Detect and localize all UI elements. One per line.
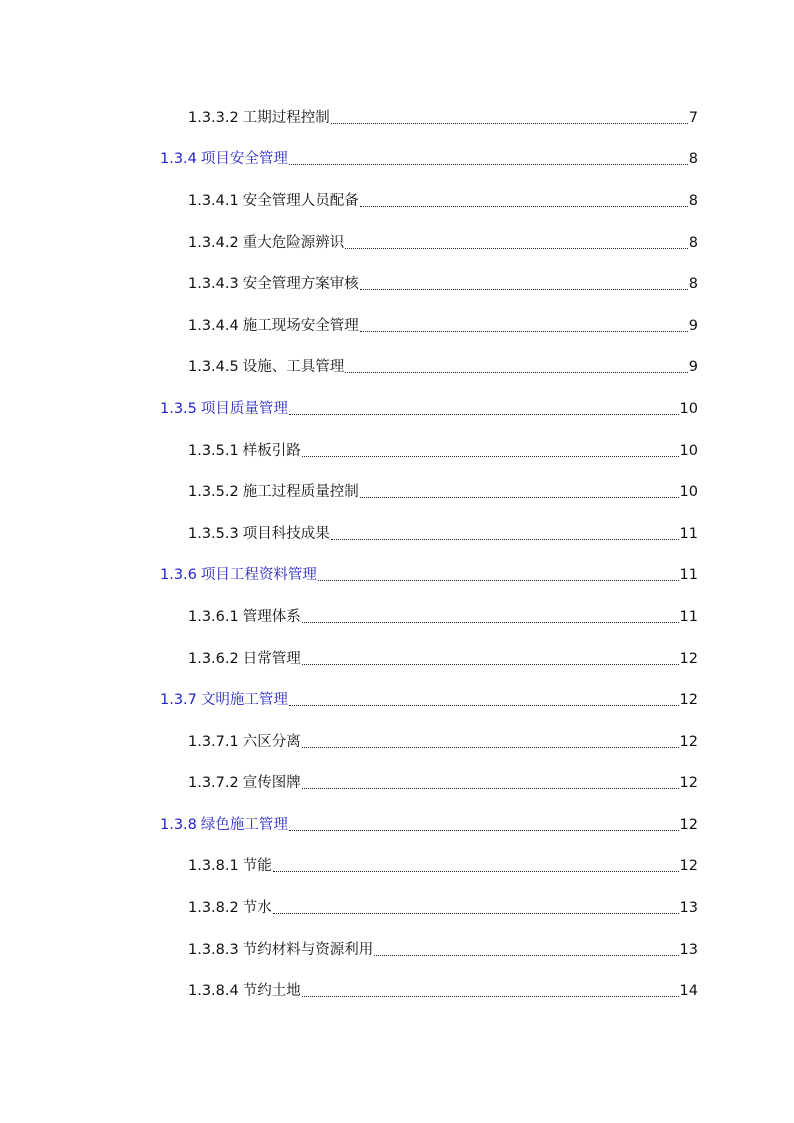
toc-entry-link[interactable] bbox=[188, 441, 698, 461]
toc-entry-number: 1.3.8.2 bbox=[188, 900, 239, 917]
dot-leader bbox=[345, 371, 688, 373]
dot-leader bbox=[331, 538, 679, 540]
toc-subsection-entry bbox=[0, 970, 794, 1012]
toc-entry-link[interactable] bbox=[188, 732, 698, 752]
toc-entry-number: 1.3.7.1 bbox=[188, 733, 239, 750]
toc-subsection-entry bbox=[0, 929, 794, 971]
table-of-contents bbox=[0, 97, 794, 1012]
toc-entry-link[interactable] bbox=[160, 690, 698, 710]
toc-entry-link[interactable] bbox=[188, 607, 698, 627]
toc-subsection-entry bbox=[0, 347, 794, 389]
toc-entry-page-number: 12 bbox=[679, 775, 698, 792]
toc-subsection-entry bbox=[0, 180, 794, 222]
dot-leader bbox=[302, 746, 679, 748]
toc-entry-link[interactable] bbox=[188, 316, 698, 336]
toc-entry-title: 项目工程资料管理 bbox=[200, 567, 317, 584]
toc-entry-number: 1.3.6 bbox=[160, 567, 197, 584]
dot-leader bbox=[360, 288, 688, 290]
toc-entry-number: 1.3.5.1 bbox=[188, 442, 239, 459]
dot-leader bbox=[273, 870, 679, 872]
toc-entry-title: 重大危险源辨识 bbox=[242, 234, 345, 251]
toc-entry-title: 工期过程控制 bbox=[242, 109, 330, 126]
toc-entry-link[interactable] bbox=[160, 565, 698, 585]
toc-entry-page-number: 12 bbox=[679, 692, 698, 709]
toc-entry-title: 项目科技成果 bbox=[242, 525, 330, 542]
toc-entry-title: 管理体系 bbox=[242, 608, 301, 625]
toc-entry-link[interactable] bbox=[188, 981, 698, 1001]
toc-entry-page-number: 13 bbox=[679, 900, 698, 917]
toc-entry-number: 1.3.8.3 bbox=[188, 941, 239, 958]
toc-entry-title: 宣传图牌 bbox=[242, 775, 301, 792]
toc-entry-title: 节约材料与资源利用 bbox=[242, 941, 374, 958]
toc-entry-title: 六区分离 bbox=[242, 733, 301, 750]
toc-subsection-entry bbox=[0, 846, 794, 888]
dot-leader bbox=[360, 205, 688, 207]
toc-subsection-entry bbox=[0, 263, 794, 305]
toc-entry-number: 1.3.5 bbox=[160, 400, 197, 417]
toc-entry-link[interactable] bbox=[160, 399, 698, 419]
toc-entry-link[interactable] bbox=[188, 856, 698, 876]
toc-entry-page-number: 8 bbox=[688, 192, 698, 209]
dot-leader bbox=[302, 995, 679, 997]
toc-entry-page-number: 11 bbox=[679, 608, 698, 625]
toc-entry-title: 节约土地 bbox=[242, 983, 301, 1000]
toc-entry-link[interactable] bbox=[160, 149, 698, 169]
toc-subsection-entry bbox=[0, 763, 794, 805]
toc-entry-title: 项目质量管理 bbox=[200, 400, 288, 417]
toc-entry-page-number: 11 bbox=[679, 567, 698, 584]
toc-entry-link[interactable] bbox=[188, 524, 698, 544]
toc-entry-link[interactable] bbox=[188, 108, 698, 128]
toc-subsection-entry bbox=[0, 430, 794, 472]
toc-entry-number: 1.3.4.1 bbox=[188, 192, 239, 209]
toc-section-entry bbox=[0, 804, 794, 846]
toc-entry-number: 1.3.4.5 bbox=[188, 359, 239, 376]
toc-entry-number: 1.3.4 bbox=[160, 151, 197, 168]
toc-entry-number: 1.3.6.2 bbox=[188, 650, 239, 667]
toc-entry-page-number: 10 bbox=[679, 400, 698, 417]
toc-entry-page-number: 12 bbox=[679, 650, 698, 667]
toc-section-entry bbox=[0, 139, 794, 181]
toc-entry-number: 1.3.5.2 bbox=[188, 484, 239, 501]
toc-entry-title: 节能 bbox=[242, 858, 272, 875]
dot-leader bbox=[302, 663, 679, 665]
toc-entry-title: 施工现场安全管理 bbox=[242, 317, 359, 334]
toc-entry-number: 1.3.7.2 bbox=[188, 775, 239, 792]
dot-leader bbox=[302, 455, 679, 457]
toc-entry-number: 1.3.8.4 bbox=[188, 983, 239, 1000]
toc-entry-link[interactable] bbox=[188, 649, 698, 669]
toc-entry-title: 安全管理人员配备 bbox=[242, 192, 359, 209]
toc-entry-title: 绿色施工管理 bbox=[200, 816, 288, 833]
toc-entry-title: 设施、工具管理 bbox=[242, 359, 345, 376]
toc-entry-link[interactable] bbox=[188, 773, 698, 793]
toc-entry-link[interactable] bbox=[188, 940, 698, 960]
toc-entry-page-number: 7 bbox=[688, 109, 698, 126]
toc-entry-title: 安全管理方案审核 bbox=[242, 276, 359, 293]
toc-entry-number: 1.3.4.4 bbox=[188, 317, 239, 334]
dot-leader bbox=[331, 122, 688, 124]
dot-leader bbox=[302, 787, 679, 789]
toc-entry-title: 文明施工管理 bbox=[200, 692, 288, 709]
toc-entry-page-number: 14 bbox=[679, 983, 698, 1000]
toc-entry-page-number: 12 bbox=[679, 816, 698, 833]
toc-entry-page-number: 9 bbox=[688, 317, 698, 334]
toc-entry-title: 样板引路 bbox=[242, 442, 301, 459]
dot-leader bbox=[345, 247, 688, 249]
toc-entry-link[interactable] bbox=[160, 815, 698, 835]
dot-leader bbox=[360, 330, 688, 332]
toc-subsection-entry bbox=[0, 887, 794, 929]
dot-leader bbox=[318, 579, 679, 581]
toc-subsection-entry bbox=[0, 305, 794, 347]
toc-entry-page-number: 10 bbox=[679, 442, 698, 459]
toc-section-entry bbox=[0, 679, 794, 721]
toc-subsection-entry bbox=[0, 596, 794, 638]
toc-entry-link[interactable] bbox=[188, 233, 698, 253]
toc-entry-number: 1.3.8 bbox=[160, 816, 197, 833]
dot-leader bbox=[289, 413, 679, 415]
toc-entry-link[interactable] bbox=[188, 898, 698, 918]
toc-entry-number: 1.3.4.3 bbox=[188, 276, 239, 293]
toc-entry-link[interactable] bbox=[188, 357, 698, 377]
toc-subsection-entry bbox=[0, 97, 794, 139]
toc-entry-number: 1.3.3.2 bbox=[188, 109, 239, 126]
dot-leader bbox=[289, 704, 679, 706]
toc-entry-page-number: 8 bbox=[688, 234, 698, 251]
toc-entry-page-number: 11 bbox=[679, 525, 698, 542]
toc-entry-page-number: 10 bbox=[679, 484, 698, 501]
toc-entry-link[interactable] bbox=[188, 274, 698, 294]
dot-leader bbox=[273, 912, 679, 914]
toc-entry-number: 1.3.6.1 bbox=[188, 608, 239, 625]
toc-subsection-entry bbox=[0, 222, 794, 264]
toc-subsection-entry bbox=[0, 721, 794, 763]
toc-entry-page-number: 12 bbox=[679, 858, 698, 875]
dot-leader bbox=[302, 621, 679, 623]
toc-entry-number: 1.3.5.3 bbox=[188, 525, 239, 542]
dot-leader bbox=[374, 954, 678, 956]
toc-entry-number: 1.3.7 bbox=[160, 692, 197, 709]
toc-entry-link[interactable] bbox=[188, 191, 698, 211]
toc-entry-number: 1.3.8.1 bbox=[188, 858, 239, 875]
toc-entry-page-number: 13 bbox=[679, 941, 698, 958]
dot-leader bbox=[360, 496, 679, 498]
toc-entry-page-number: 8 bbox=[688, 151, 698, 168]
toc-subsection-entry bbox=[0, 471, 794, 513]
toc-entry-page-number: 12 bbox=[679, 733, 698, 750]
toc-subsection-entry bbox=[0, 513, 794, 555]
toc-entry-title: 日常管理 bbox=[242, 650, 301, 667]
toc-section-entry bbox=[0, 555, 794, 597]
toc-entry-page-number: 9 bbox=[688, 359, 698, 376]
toc-entry-link[interactable] bbox=[188, 482, 698, 502]
toc-subsection-entry bbox=[0, 638, 794, 680]
toc-entry-page-number: 8 bbox=[688, 276, 698, 293]
toc-section-entry bbox=[0, 388, 794, 430]
dot-leader bbox=[289, 163, 688, 165]
toc-entry-number: 1.3.4.2 bbox=[188, 234, 239, 251]
toc-entry-title: 节水 bbox=[242, 900, 272, 917]
toc-entry-title: 施工过程质量控制 bbox=[242, 484, 359, 501]
toc-entry-title: 项目安全管理 bbox=[200, 151, 288, 168]
dot-leader bbox=[289, 829, 679, 831]
